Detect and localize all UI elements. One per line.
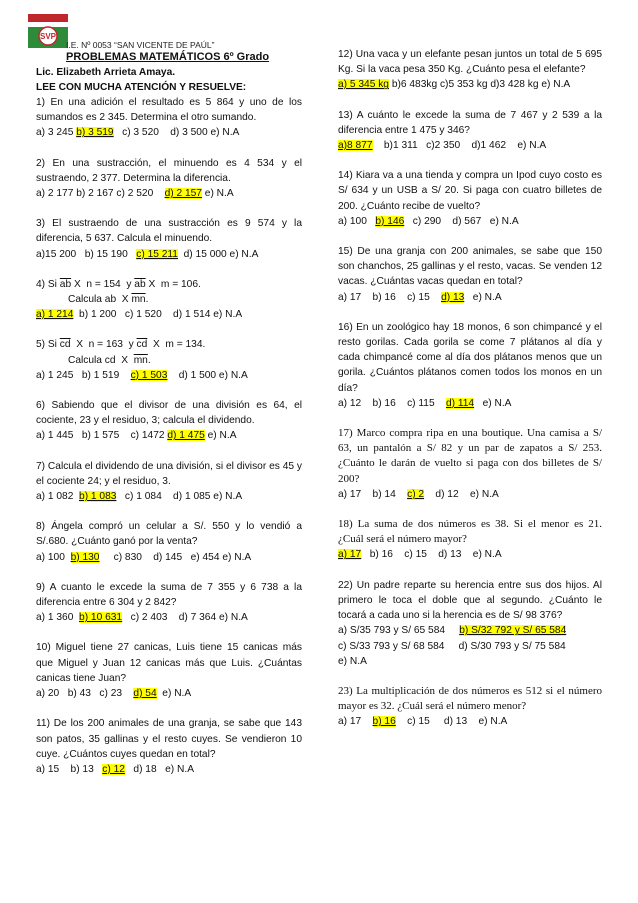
correct-answer: b) 1 083 — [79, 491, 117, 503]
correct-answer: b) 146 — [375, 215, 405, 227]
instruction: LEE CON MUCHA ATENCIÓN Y RESUELVE: — [36, 82, 247, 93]
correct-answer: d) 1 475 — [167, 430, 205, 442]
problem-2 — [36, 156, 302, 202]
left-column — [36, 50, 302, 777]
correct-answer: a)8 877 — [338, 140, 373, 152]
problem-1 — [36, 95, 302, 141]
correct-answer: c) 15 211 — [136, 248, 178, 260]
question-text: 13) A cuánto le excede la suma de 7 467 y 2 539 a la diferencia entre 1 475 y 346? — [338, 109, 602, 136]
answer-options: a) 1 214 b) 1 200 c) 1 520 d) 1 514 e) N.A — [36, 309, 243, 321]
correct-answer: a) 1 214 — [36, 309, 74, 321]
school-name: I.E. Nº 0053 “SAN VICENTE DE PAÚL” — [66, 40, 215, 50]
question-text: 1) En una adición el resultado es 5 864 y uno de los sumandos es 2 345. Determina el otro sumando. — [36, 97, 302, 124]
answer-options: a)8 877 b)1 311 c)2 350 d)1 462 e) N.A — [338, 140, 547, 152]
problem-11 — [36, 716, 302, 777]
correct-answer: d) 54 — [133, 688, 157, 700]
problem-22 — [338, 578, 602, 669]
school-logo — [26, 12, 70, 52]
answer-options: a) 2 177 b) 2 167 c) 2 520 d) 2 157 e) N.A — [36, 188, 234, 200]
correct-answer: b) 130 — [70, 551, 100, 563]
problem-5 — [36, 337, 302, 383]
answer-options: a) S/35 793 y S/ 65 584 b) S/32 792 y S/ 65 584 — [338, 625, 567, 637]
problem-8 — [36, 519, 302, 565]
question-text: 8) Ángela compró un celular a S/. 550 y lo vendió a S/.680. ¿Cuánto ganó por la venta? — [36, 521, 302, 548]
teacher-name: Lic. Elizabeth Arrieta Amaya. — [36, 67, 176, 78]
question-text: 10) Miguel tiene 27 canicas, Luis tiene 15 canicas más que Miguel y Juan 12 canicas más que Luis. ¿Cuántas canicas tiene Juan? — [36, 642, 302, 684]
problem-3 — [36, 216, 302, 262]
question-text: 12) Una vaca y un elefante pesan juntos un total de 5 695 Kg. Si la vaca pesa 350 Kg. ¿Cuánto pesa el elefante? — [338, 49, 602, 76]
question-text: 16) En un zoológico hay 18 monos, 6 son chimpancé y el resto gorilas. Cada gorila se come 7 plátanos al día y cada chimpancé come al día dos plátanos menos que un gorila. ¿Cuántos plátanos comen todos los monos en un día? — [338, 321, 602, 394]
correct-answer: d) 114 — [445, 397, 475, 409]
problem-17 — [338, 426, 602, 502]
answer-options: a) 1 445 b) 1 575 c) 1472 d) 1 475 e) N.A — [36, 430, 237, 442]
problem-9 — [36, 580, 302, 626]
question-text: 4) Si $\overline{ab}$ X n = 154 y $\overline{ab}$ X m = 106. — [36, 278, 201, 290]
answer-options-line-2: c) S/33 793 y S/ 68 584 d) S/30 793 y S/ 75 584 — [338, 640, 566, 652]
answer-options: a) 1 245 b) 1 519 c) 1 503 d) 1 500 e) N.A — [36, 369, 248, 381]
question-text: 18) La suma de dos números es 38. Si el menor es 21. ¿Cuál será el número mayor? — [338, 518, 602, 546]
correct-answer: d) 2 157 — [164, 188, 202, 200]
answer-options: a) 17 b) 16 c) 15 d) 13 e) N.A — [338, 291, 502, 303]
problem-23 — [338, 684, 602, 730]
problem-12 — [338, 47, 602, 93]
answer-options: a) 3 245 b) 3 519 c) 3 520 d) 3 500 e) N.A — [36, 127, 240, 139]
question-subtext: Calcula ab X $\overline{mn}$. — [68, 294, 149, 306]
answer-options: a) 100 b) 130 c) 830 d) 145 e) 454 e) N.A — [36, 551, 252, 563]
problem-6 — [36, 398, 302, 444]
problem-4 — [36, 277, 302, 323]
answer-options-line-3: e) N.A — [338, 655, 367, 667]
question-text: 14) Kiara va a una tienda y compra un Ipod cuyo costo es S/ 634 y un USB a S/ 20. Si paga con cuatro billetes de 200. ¿Cuánto recibe de vuelto? — [338, 170, 602, 212]
problem-16 — [338, 320, 602, 411]
answer-options: a) 17 b) 16 c) 15 d) 13 e) N.A — [338, 716, 508, 728]
question-text: 17) Marco compra ripa en una boutique. Una camisa a S/ 63, un pantalón a S/ 82 y un par de zapatos a S/ 253. ¿Cuánto le darán de vuelto si paga con dos billetes de S/ 200? — [338, 427, 602, 485]
correct-answer: b) 10 631 — [79, 612, 123, 624]
correct-answer: c) 2 — [407, 488, 425, 500]
answer-options: a) 15 b) 13 c) 12 d) 18 e) N.A — [36, 763, 194, 775]
question-text: 9) A cuanto le excede la suma de 7 355 y 6 738 a la diferencia entre 6 304 y 2 842? — [36, 581, 302, 609]
problem-18 — [338, 517, 602, 563]
question-text: 5) Si $\overline{cd}$ X n = 163 y $\overline{cd}$ X m = 134. — [36, 339, 206, 351]
correct-answer: a) 5 345 kg — [338, 79, 389, 91]
problem-13 — [338, 108, 602, 154]
correct-answer: b) 3 519 — [76, 127, 114, 139]
question-text: 2) En una sustracción, el minuendo es 4 534 y el sustraendo, 2 377. Determina la diferencia. — [36, 157, 302, 184]
answer-options: a) 1 360 b) 10 631 c) 2 403 d) 7 364 e) N.A — [36, 612, 248, 624]
question-text: 23) La multiplicación de dos números es 512 si el número mayor es 32. ¿Cuál será el número menor? — [338, 684, 602, 713]
answer-options: a) 12 b) 16 c) 115 d) 114 e) N.A — [338, 397, 512, 409]
correct-answer: d) 13 — [441, 291, 465, 303]
answer-options: a) 17 b) 14 c) 2 d) 12 e) N.A — [338, 488, 499, 500]
right-column — [338, 47, 602, 730]
question-text: 11) De los 200 animales de una granja, se sabe que 143 son patos, 35 gallinas y el resto cuyes. Se vendieron 10 cuye. ¿Cuántos cuyes quedan en total? — [36, 718, 302, 760]
problem-7 — [36, 459, 302, 505]
question-text: 6) Sabiendo que el divisor de una división es 64, el cociente, 23 y el residuo, 3; calcula el dividendo. — [36, 400, 302, 427]
question-text: 15) De una granja con 200 animales, se sabe que 150 son chanchos, 25 gallinas y el resto, vacas. Se venden 12 vacas. ¿Cuántas vacas quedan en total? — [338, 246, 602, 288]
correct-answer: c) 1 503 — [130, 369, 168, 381]
correct-answer: b) S/32 792 y S/ 65 584 — [459, 625, 567, 637]
problem-15 — [338, 244, 602, 305]
answer-options: a) 17 b) 16 c) 15 d) 13 e) N.A — [338, 549, 502, 561]
problem-10 — [36, 640, 302, 701]
question-text: 7) Calcula el dividendo de una división, si el divisor es 45 y el cociente 24; y el residuo, 3. — [36, 460, 302, 487]
page-title: PROBLEMAS MATEMÁTICOS 6º Grado — [66, 51, 270, 63]
correct-answer: a) 17 — [338, 549, 362, 561]
correct-answer: b) 16 — [372, 716, 396, 728]
svg-text:SVP: SVP — [39, 32, 57, 41]
answer-options: a) 100 b) 146 c) 290 d) 567 e) N.A — [338, 215, 519, 227]
answer-options: a)15 200 b) 15 190 c) 15 211 d) 15 000 e) N.A — [36, 248, 259, 260]
question-subtext: Calcula cd X $\overline{mn}$. — [68, 354, 151, 366]
correct-answer: c) 12 — [102, 763, 125, 775]
question-text: 22) Un padre reparte su herencia entre sus dos hijos. Al primero le toca el doble que al segundo. ¿Cuánto le tocará a cada uno si la herencia es de S/ 98 376? — [338, 579, 602, 622]
answer-options: a) 5 345 kg b)6 483kg c)5 353 kg d)3 428 kg e) N.A — [338, 79, 571, 91]
answer-options: a) 20 b) 43 c) 23 d) 54 e) N.A — [36, 688, 192, 700]
answer-options: a) 1 082 b) 1 083 c) 1 084 d) 1 085 e) N.A — [36, 491, 243, 503]
question-text: 3) El sustraendo de una sustracción es 9 574 y la diferencia, 5 637. Calcula el minuendo. — [36, 218, 302, 245]
problem-14 — [338, 168, 602, 229]
